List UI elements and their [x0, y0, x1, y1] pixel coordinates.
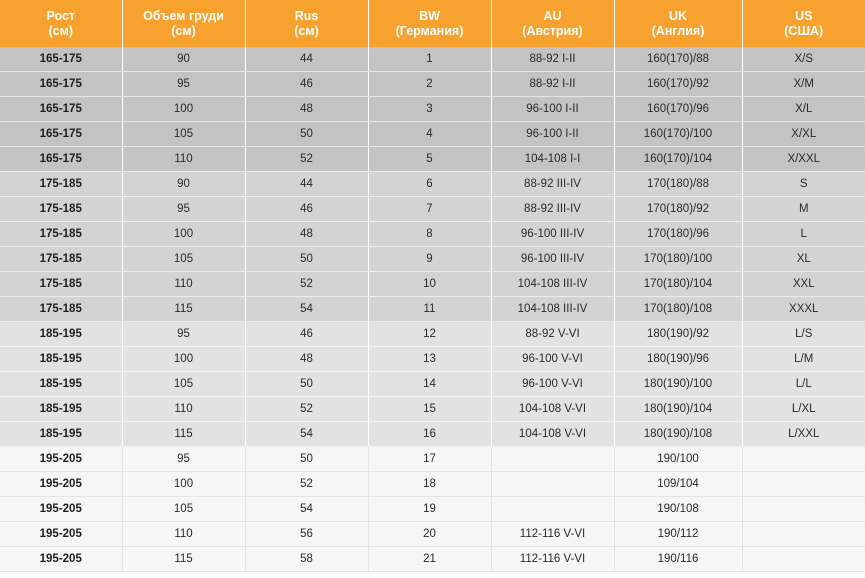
au-cell: [491, 497, 614, 522]
au-cell: 88-92 V-VI: [491, 322, 614, 347]
chest-cell: 105: [122, 122, 245, 147]
chest-cell: 95: [122, 447, 245, 472]
uk-cell: 170(180)/92: [614, 197, 742, 222]
rus-cell: 48: [245, 222, 368, 247]
us-cell: XXXL: [742, 297, 865, 322]
rus-cell: 52: [245, 397, 368, 422]
au-cell: 96-100 I-II: [491, 97, 614, 122]
height-cell: 185-195: [0, 397, 122, 422]
bw-cell: 12: [368, 322, 491, 347]
rus-cell: 52: [245, 147, 368, 172]
header-uk: [614, 0, 742, 47]
rus-cell: 54: [245, 422, 368, 447]
uk-cell: 160(170)/96: [614, 97, 742, 122]
height-cell: 185-195: [0, 322, 122, 347]
height-cell: 195-205: [0, 472, 122, 497]
uk-cell: 180(190)/100: [614, 372, 742, 397]
bw-cell: 1: [368, 47, 491, 72]
chest-cell: 100: [122, 222, 245, 247]
au-cell: 96-100 V-VI: [491, 372, 614, 397]
header-chest: [122, 0, 245, 47]
rus-cell: 46: [245, 72, 368, 97]
rus-cell: 58: [245, 547, 368, 572]
height-cell: 185-195: [0, 372, 122, 397]
chest-cell: 105: [122, 497, 245, 522]
header-uk-country: (Англия): [651, 23, 705, 38]
table-row: [0, 272, 865, 297]
au-cell: 104-108 III-IV: [491, 272, 614, 297]
au-cell: 104-108 I-I: [491, 147, 614, 172]
height-cell: 185-195: [0, 422, 122, 447]
bw-cell: 17: [368, 447, 491, 472]
bw-cell: 18: [368, 472, 491, 497]
table-row: [0, 522, 865, 547]
rus-cell: 54: [245, 297, 368, 322]
header-us: [742, 0, 865, 47]
table-row: [0, 122, 865, 147]
header-chest-label: Объем груди: [143, 8, 224, 23]
header-au-label: AU: [543, 8, 562, 23]
uk-cell: 190/100: [614, 447, 742, 472]
bw-cell: 20: [368, 522, 491, 547]
au-cell: 104-108 III-IV: [491, 297, 614, 322]
table-row: [0, 222, 865, 247]
chest-cell: 115: [122, 297, 245, 322]
uk-cell: 109/104: [614, 472, 742, 497]
bw-cell: 16: [368, 422, 491, 447]
us-cell: [742, 522, 865, 547]
table-row: [0, 422, 865, 447]
uk-cell: 160(170)/104: [614, 147, 742, 172]
height-cell: 175-185: [0, 197, 122, 222]
chest-cell: 100: [122, 347, 245, 372]
table-row: [0, 322, 865, 347]
chest-cell: 105: [122, 372, 245, 397]
chest-cell: 115: [122, 422, 245, 447]
table-row: [0, 297, 865, 322]
uk-cell: 160(170)/88: [614, 47, 742, 72]
bw-cell: 14: [368, 372, 491, 397]
rus-cell: 50: [245, 122, 368, 147]
au-cell: [491, 447, 614, 472]
us-cell: X/L: [742, 97, 865, 122]
uk-cell: 160(170)/100: [614, 122, 742, 147]
au-cell: 88-92 I-II: [491, 47, 614, 72]
us-cell: X/XXL: [742, 147, 865, 172]
table-row: [0, 347, 865, 372]
table-row: [0, 147, 865, 172]
chest-cell: 115: [122, 547, 245, 572]
height-cell: 195-205: [0, 522, 122, 547]
table-body: [0, 47, 865, 572]
header-us-label: US: [795, 8, 813, 23]
uk-cell: 170(180)/108: [614, 297, 742, 322]
uk-cell: 180(190)/92: [614, 322, 742, 347]
chest-cell: 100: [122, 472, 245, 497]
bw-cell: 15: [368, 397, 491, 422]
uk-cell: 160(170)/92: [614, 72, 742, 97]
table-row: [0, 372, 865, 397]
header-au-country: (Австрия): [522, 23, 583, 38]
bw-cell: 6: [368, 172, 491, 197]
height-cell: 165-175: [0, 122, 122, 147]
chest-cell: 100: [122, 97, 245, 122]
us-cell: L/XXL: [742, 422, 865, 447]
bw-cell: 11: [368, 297, 491, 322]
chest-cell: 110: [122, 397, 245, 422]
rus-cell: 46: [245, 197, 368, 222]
us-cell: X/XL: [742, 122, 865, 147]
table-row: [0, 472, 865, 497]
height-cell: 175-185: [0, 297, 122, 322]
au-cell: 88-92 III-IV: [491, 172, 614, 197]
bw-cell: 3: [368, 97, 491, 122]
us-cell: L/M: [742, 347, 865, 372]
bw-cell: 13: [368, 347, 491, 372]
header-bw-label: BW: [419, 8, 440, 23]
table-row: [0, 197, 865, 222]
header-rus: [245, 0, 368, 47]
height-cell: 165-175: [0, 47, 122, 72]
bw-cell: 5: [368, 147, 491, 172]
uk-cell: 170(180)/96: [614, 222, 742, 247]
height-cell: 195-205: [0, 497, 122, 522]
us-cell: X/M: [742, 72, 865, 97]
uk-cell: 170(180)/100: [614, 247, 742, 272]
us-cell: [742, 547, 865, 572]
header-rus-unit: (см): [294, 23, 319, 38]
table-row: [0, 247, 865, 272]
table-row: [0, 547, 865, 572]
height-cell: 165-175: [0, 72, 122, 97]
au-cell: 112-116 V-VI: [491, 547, 614, 572]
bw-cell: 21: [368, 547, 491, 572]
bw-cell: 4: [368, 122, 491, 147]
height-cell: 165-175: [0, 97, 122, 122]
table-row: [0, 72, 865, 97]
us-cell: [742, 472, 865, 497]
us-cell: X/S: [742, 47, 865, 72]
header-height-label: Рост: [46, 8, 76, 23]
bw-cell: 2: [368, 72, 491, 97]
us-cell: L/S: [742, 322, 865, 347]
height-cell: 175-185: [0, 272, 122, 297]
bw-cell: 19: [368, 497, 491, 522]
us-cell: L: [742, 222, 865, 247]
uk-cell: 190/112: [614, 522, 742, 547]
height-cell: 175-185: [0, 222, 122, 247]
bw-cell: 9: [368, 247, 491, 272]
us-cell: [742, 497, 865, 522]
chest-cell: 95: [122, 72, 245, 97]
chest-cell: 110: [122, 272, 245, 297]
us-cell: [742, 447, 865, 472]
au-cell: 112-116 V-VI: [491, 522, 614, 547]
header-rus-label: Rus: [294, 8, 319, 23]
header-chest-unit: (см): [171, 23, 196, 38]
table-header: [0, 0, 865, 47]
bw-cell: 8: [368, 222, 491, 247]
header-row: [0, 0, 865, 47]
chest-cell: 110: [122, 147, 245, 172]
rus-cell: 52: [245, 272, 368, 297]
rus-cell: 44: [245, 47, 368, 72]
height-cell: 175-185: [0, 172, 122, 197]
rus-cell: 50: [245, 447, 368, 472]
rus-cell: 50: [245, 247, 368, 272]
bw-cell: 7: [368, 197, 491, 222]
chest-cell: 95: [122, 322, 245, 347]
header-au: [491, 0, 614, 47]
uk-cell: 180(190)/108: [614, 422, 742, 447]
table-row: [0, 97, 865, 122]
uk-cell: 190/116: [614, 547, 742, 572]
header-height-unit: (см): [48, 23, 74, 38]
chest-cell: 90: [122, 47, 245, 72]
uk-cell: 190/108: [614, 497, 742, 522]
us-cell: M: [742, 197, 865, 222]
height-cell: 175-185: [0, 247, 122, 272]
au-cell: 96-100 III-IV: [491, 247, 614, 272]
uk-cell: 180(190)/104: [614, 397, 742, 422]
au-cell: 88-92 III-IV: [491, 197, 614, 222]
bw-cell: 10: [368, 272, 491, 297]
rus-cell: 52: [245, 472, 368, 497]
us-cell: L/XL: [742, 397, 865, 422]
rus-cell: 50: [245, 372, 368, 397]
table-row: [0, 497, 865, 522]
height-cell: 165-175: [0, 147, 122, 172]
table-row: [0, 447, 865, 472]
height-cell: 195-205: [0, 547, 122, 572]
table-row: [0, 47, 865, 72]
header-bw: [368, 0, 491, 47]
chest-cell: 90: [122, 172, 245, 197]
au-cell: 96-100 I-II: [491, 122, 614, 147]
header-bw-country: (Германия): [395, 23, 464, 38]
table-row: [0, 397, 865, 422]
rus-cell: 48: [245, 97, 368, 122]
header-us-country: (США): [784, 23, 824, 38]
uk-cell: 170(180)/104: [614, 272, 742, 297]
au-cell: 96-100 V-VI: [491, 347, 614, 372]
rus-cell: 46: [245, 322, 368, 347]
chest-cell: 105: [122, 247, 245, 272]
rus-cell: 56: [245, 522, 368, 547]
us-cell: XXL: [742, 272, 865, 297]
height-cell: 185-195: [0, 347, 122, 372]
rus-cell: 44: [245, 172, 368, 197]
rus-cell: 54: [245, 497, 368, 522]
au-cell: [491, 472, 614, 497]
rus-cell: 48: [245, 347, 368, 372]
chest-cell: 95: [122, 197, 245, 222]
chest-cell: 110: [122, 522, 245, 547]
header-height: [0, 0, 122, 47]
us-cell: L/L: [742, 372, 865, 397]
au-cell: 88-92 I-II: [491, 72, 614, 97]
us-cell: XL: [742, 247, 865, 272]
uk-cell: 180(190)/96: [614, 347, 742, 372]
height-cell: 195-205: [0, 447, 122, 472]
au-cell: 104-108 V-VI: [491, 397, 614, 422]
us-cell: S: [742, 172, 865, 197]
table-row: [0, 172, 865, 197]
au-cell: 104-108 V-VI: [491, 422, 614, 447]
au-cell: 96-100 III-IV: [491, 222, 614, 247]
uk-cell: 170(180)/88: [614, 172, 742, 197]
header-uk-label: UK: [668, 8, 688, 23]
